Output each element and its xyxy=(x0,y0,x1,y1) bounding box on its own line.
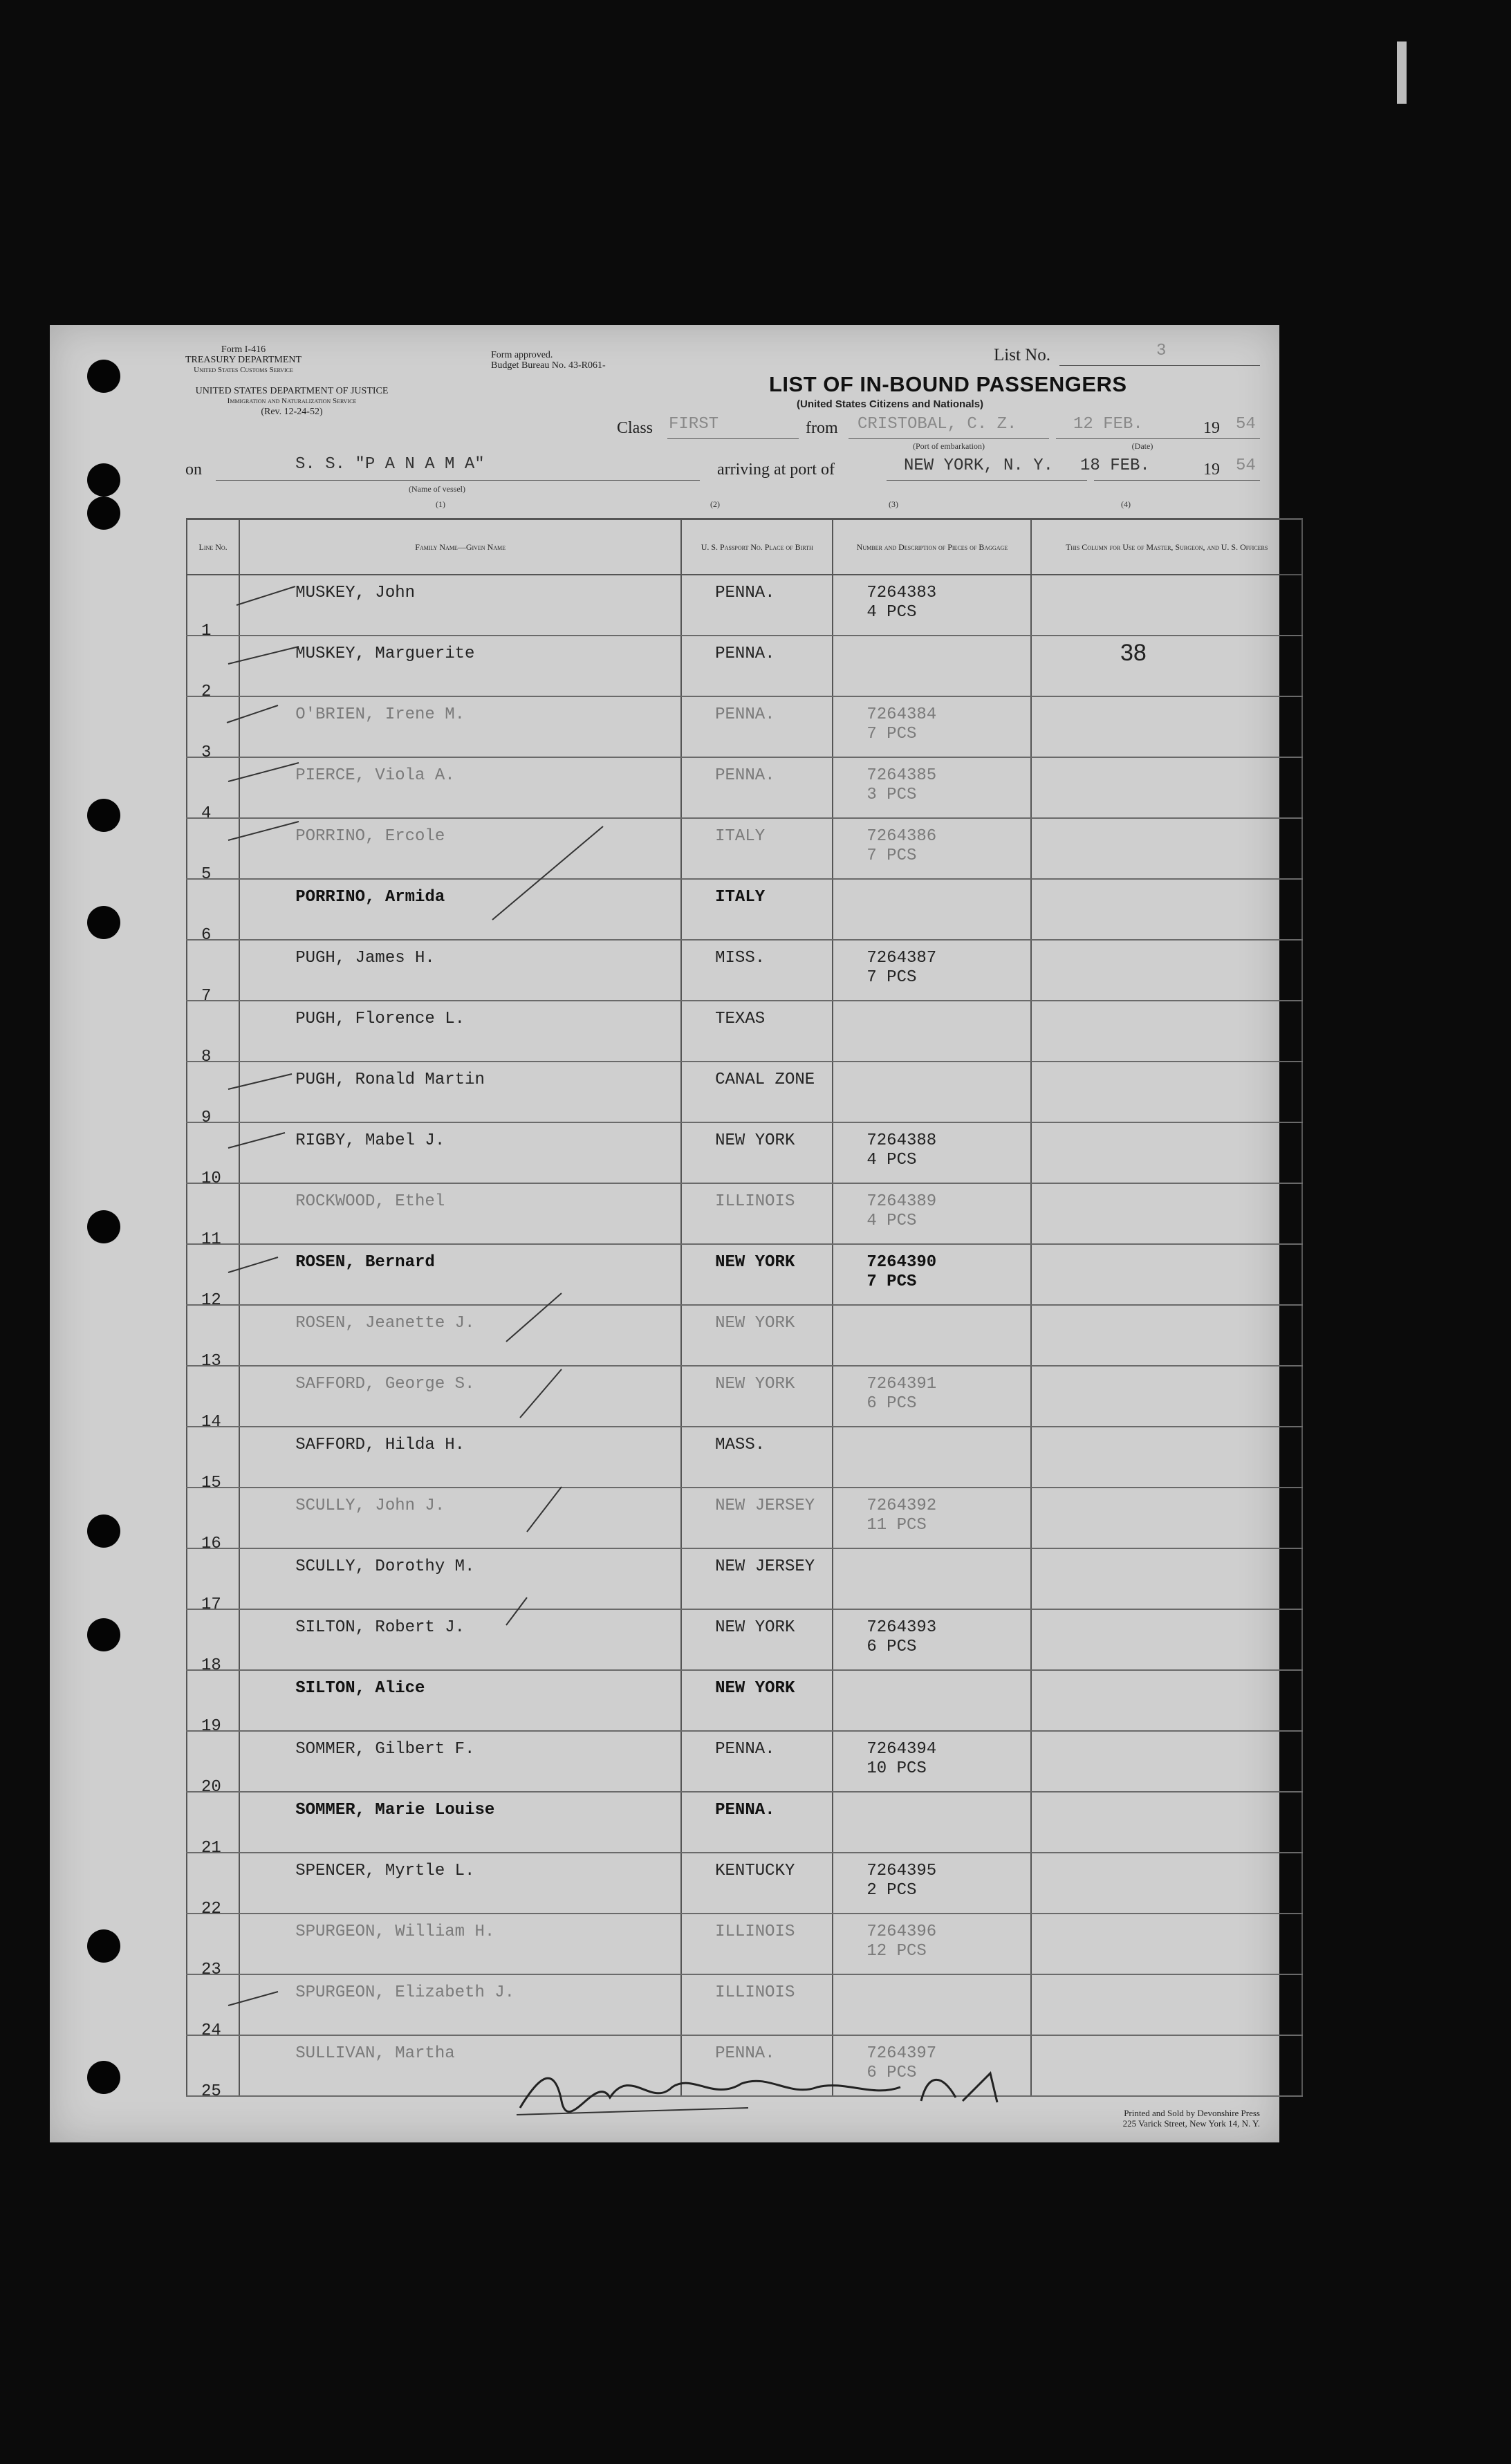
place-of-birth: NEW YORK xyxy=(715,1131,795,1150)
class-value: FIRST xyxy=(669,415,719,434)
baggage-pieces: 11 PCS xyxy=(866,1516,927,1535)
col-number-1: (1) xyxy=(436,499,445,509)
year-prefix-to: 19 xyxy=(1203,461,1220,479)
passenger-name: ROSEN, Jeanette J. xyxy=(295,1314,475,1333)
passenger-name: SAFFORD, Hilda H. xyxy=(295,1436,465,1454)
baggage-tag: 7264393 xyxy=(866,1618,937,1637)
scan-edge-mark xyxy=(1397,41,1407,104)
treasury-dept: TREASURY DEPARTMENT xyxy=(185,355,302,365)
line-number: 10 xyxy=(201,1169,221,1188)
manifest-sheet xyxy=(50,325,1279,2142)
from-value: CRISTOBAL, C. Z. xyxy=(858,415,1017,434)
customs-service: United States Customs Service xyxy=(194,366,293,374)
officer-note: 38 xyxy=(1120,640,1147,666)
place-of-birth: ITALY xyxy=(715,888,766,907)
passenger-name: PUGH, Florence L. xyxy=(295,1010,465,1028)
place-of-birth: NEW YORK xyxy=(715,1314,795,1333)
line-number: 2 xyxy=(201,683,212,701)
baggage-tag: 7264388 xyxy=(866,1131,937,1150)
passenger-name: SPURGEON, William H. xyxy=(295,1923,495,1941)
place-of-birth: KENTUCKY xyxy=(715,1862,795,1880)
baggage-pieces: 6 PCS xyxy=(866,1394,917,1413)
place-of-birth: TEXAS xyxy=(715,1010,766,1028)
line-number: 15 xyxy=(201,1474,221,1492)
baggage-pieces: 6 PCS xyxy=(866,1638,917,1656)
date-from-value: 12 FEB. xyxy=(1073,415,1143,434)
passenger-name: SCULLY, Dorothy M. xyxy=(295,1557,475,1576)
line-number: 19 xyxy=(201,1717,221,1736)
form-subtitle: (United States Citizens and Nationals) xyxy=(797,398,984,410)
baggage-tag: 7264395 xyxy=(866,1862,937,1880)
vessel-caption: (Name of vessel) xyxy=(409,484,465,494)
passenger-name: ROSEN, Bernard xyxy=(295,1253,435,1272)
place-of-birth: ILLINOIS xyxy=(715,1923,795,1941)
passenger-name: PUGH, Ronald Martin xyxy=(295,1071,485,1089)
form-approved: Form approved. xyxy=(491,350,553,360)
line-number: 13 xyxy=(201,1352,221,1371)
line-number: 3 xyxy=(201,743,212,762)
passenger-name: SULLIVAN, Martha xyxy=(295,2044,455,2063)
passenger-name: ROCKWOOD, Ethel xyxy=(295,1192,445,1211)
passenger-name: PORRINO, Ercole xyxy=(295,827,445,846)
passenger-name: MUSKEY, Marguerite xyxy=(295,645,475,663)
place-of-birth: PENNA. xyxy=(715,705,775,724)
baggage-pieces: 7 PCS xyxy=(866,1272,917,1291)
date-caption: (Date) xyxy=(1131,441,1153,451)
line-number: 16 xyxy=(201,1535,221,1553)
line-number: 12 xyxy=(201,1291,221,1310)
printer-line-1: Printed and Sold by Devonshire Press xyxy=(1124,2108,1260,2118)
place-of-birth: NEW YORK xyxy=(715,1618,795,1637)
embark-caption: (Port of embarkation) xyxy=(913,441,985,451)
place-of-birth: NEW YORK xyxy=(715,1253,795,1272)
place-of-birth: NEW YORK xyxy=(715,1679,795,1698)
arriving-label: arriving at port of xyxy=(717,461,835,479)
line-number: 6 xyxy=(201,926,212,945)
col-number-3: (3) xyxy=(889,499,898,509)
place-of-birth: PENNA. xyxy=(715,1801,775,1819)
line-number: 18 xyxy=(201,1656,221,1675)
baggage-tag: 7264384 xyxy=(866,705,937,724)
line-number: 23 xyxy=(201,1961,221,1979)
baggage-tag: 7264397 xyxy=(866,2044,937,2063)
baggage-tag: 7264392 xyxy=(866,1497,937,1515)
passenger-name: PUGH, James H. xyxy=(295,949,435,967)
baggage-tag: 7264394 xyxy=(866,1740,937,1759)
passenger-name: PIERCE, Viola A. xyxy=(295,766,455,785)
line-number: 1 xyxy=(201,622,212,640)
col-number-2: (2) xyxy=(710,499,720,509)
baggage-pieces: 4 PCS xyxy=(866,1151,917,1169)
baggage-pieces: 7 PCS xyxy=(866,846,917,865)
date-to-value: 18 FEB. xyxy=(1080,456,1150,475)
year-prefix-from: 19 xyxy=(1203,419,1220,437)
baggage-pieces: 10 PCS xyxy=(866,1759,927,1778)
check-marks xyxy=(50,325,1279,2142)
from-label: from xyxy=(806,419,838,437)
line-number: 20 xyxy=(201,1778,221,1797)
place-of-birth: PENNA. xyxy=(715,645,775,663)
passenger-name: SOMMER, Gilbert F. xyxy=(295,1740,475,1759)
place-of-birth: ILLINOIS xyxy=(715,1192,795,1211)
line-number: 25 xyxy=(201,2082,221,2101)
vessel-name: S. S. "P A N A M A" xyxy=(295,455,485,474)
line-number: 21 xyxy=(201,1839,221,1858)
place-of-birth: PENNA. xyxy=(715,766,775,785)
place-of-birth: MASS. xyxy=(715,1436,766,1454)
passenger-name: SCULLY, John J. xyxy=(295,1497,445,1515)
baggage-tag: 7264389 xyxy=(866,1192,937,1211)
form-number: Form I-416 xyxy=(221,344,266,355)
passenger-name: RIGBY, Mabel J. xyxy=(295,1131,445,1150)
line-number: 7 xyxy=(201,987,212,1006)
place-of-birth: NEW JERSEY xyxy=(715,1557,815,1576)
place-of-birth: MISS. xyxy=(715,949,766,967)
baggage-tag: 7264391 xyxy=(866,1375,937,1393)
baggage-tag: 7264383 xyxy=(866,584,937,602)
line-number: 17 xyxy=(201,1595,221,1614)
header-officers: This Column for Use of Master, Surgeon, and U. S. Officers xyxy=(1031,519,1302,575)
baggage-tag: 7264396 xyxy=(866,1923,937,1941)
class-label: Class xyxy=(617,419,653,437)
baggage-pieces: 7 PCS xyxy=(866,725,917,743)
header-passport: U. S. Passport No. Place of Birth xyxy=(681,519,833,575)
form-title: LIST OF IN-BOUND PASSENGERS xyxy=(769,372,1127,396)
on-label: on xyxy=(185,461,202,479)
place-of-birth: PENNA. xyxy=(715,2044,775,2063)
passenger-name: O'BRIEN, Irene M. xyxy=(295,705,465,724)
place-of-birth: PENNA. xyxy=(715,584,775,602)
baggage-tag: 7264390 xyxy=(866,1253,937,1272)
baggage-pieces: 6 PCS xyxy=(866,2064,917,2082)
passenger-name: SAFFORD, George S. xyxy=(295,1375,475,1393)
place-of-birth: CANAL ZONE xyxy=(715,1071,815,1089)
printer-line-2: 225 Varick Street, New York 14, N. Y. xyxy=(1122,2118,1260,2129)
line-number: 5 xyxy=(201,865,212,884)
line-number: 14 xyxy=(201,1413,221,1432)
baggage-pieces: 2 PCS xyxy=(866,1881,917,1900)
line-number: 9 xyxy=(201,1109,212,1127)
baggage-pieces: 4 PCS xyxy=(866,603,917,622)
passenger-name: PORRINO, Armida xyxy=(295,888,445,907)
passenger-name: SILTON, Alice xyxy=(295,1679,425,1698)
header-line-no: Line No. xyxy=(187,519,239,575)
line-number: 24 xyxy=(201,2021,221,2040)
baggage-pieces: 7 PCS xyxy=(866,968,917,987)
baggage-pieces: 12 PCS xyxy=(866,1942,927,1961)
col-number-4: (4) xyxy=(1121,499,1131,509)
header-baggage: Number and Description of Pieces of Baggage xyxy=(833,519,1031,575)
line-number: 8 xyxy=(201,1048,212,1066)
arrival-port: NEW YORK, N. Y. xyxy=(904,456,1054,475)
place-of-birth: ITALY xyxy=(715,827,766,846)
baggage-tag: 7264387 xyxy=(866,949,937,967)
baggage-tag: 7264385 xyxy=(866,766,937,785)
passenger-name: MUSKEY, John xyxy=(295,584,416,602)
passenger-name: SILTON, Robert J. xyxy=(295,1618,465,1637)
ins-service: Immigration and Naturalization Service xyxy=(227,397,357,405)
place-of-birth: NEW JERSEY xyxy=(715,1497,815,1515)
budget-bureau: Budget Bureau No. 43-R061- xyxy=(491,360,606,371)
baggage-pieces: 3 PCS xyxy=(866,786,917,804)
justice-dept: UNITED STATES DEPARTMENT OF JUSTICE xyxy=(195,386,389,396)
line-number: 11 xyxy=(201,1230,221,1249)
baggage-pieces: 4 PCS xyxy=(866,1212,917,1230)
header-name: Family Name—Given Name xyxy=(239,519,681,575)
place-of-birth: NEW YORK xyxy=(715,1375,795,1393)
passenger-name: SPURGEON, Elizabeth J. xyxy=(295,1983,515,2002)
baggage-tag: 7264386 xyxy=(866,827,937,846)
form-revision: (Rev. 12-24-52) xyxy=(261,407,323,417)
passenger-name: SPENCER, Myrtle L. xyxy=(295,1862,475,1880)
place-of-birth: ILLINOIS xyxy=(715,1983,795,2002)
list-no-label: List No. xyxy=(994,346,1050,364)
list-no-value: 3 xyxy=(1156,342,1167,360)
year-from-value: 54 xyxy=(1236,415,1256,434)
place-of-birth: PENNA. xyxy=(715,1740,775,1759)
line-number: 22 xyxy=(201,1900,221,1918)
passenger-name: SOMMER, Marie Louise xyxy=(295,1801,495,1819)
year-to-value: 54 xyxy=(1236,456,1256,475)
line-number: 4 xyxy=(201,804,212,823)
